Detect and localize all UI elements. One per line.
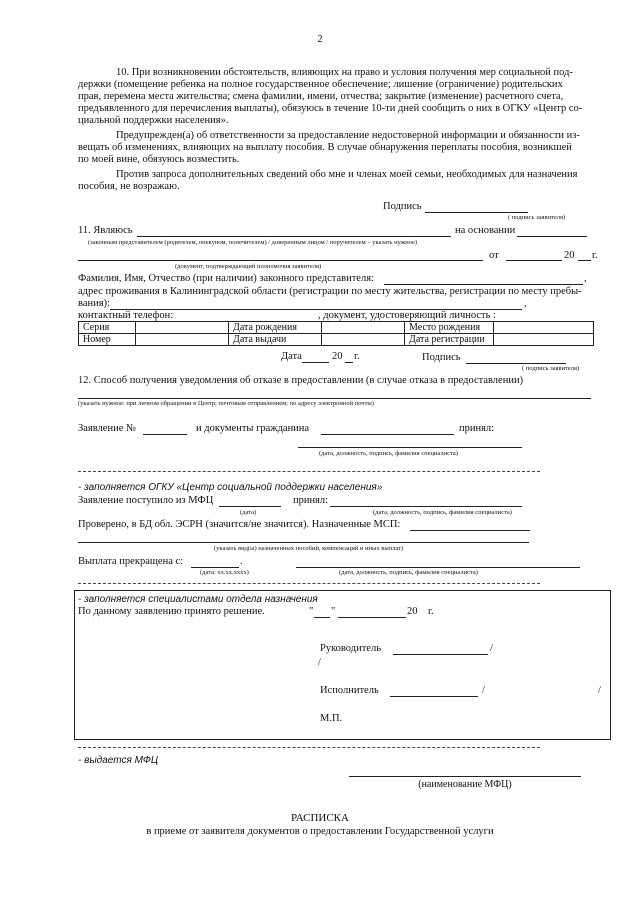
doc-from-label: от [489,250,499,261]
table-row [79,322,594,334]
decision-quote-open: " [309,606,314,617]
representative-field[interactable] [137,236,451,237]
number-field[interactable] [136,334,229,346]
received-accepted-label: принял: [293,495,329,506]
decision-label: По данному заявлению принято решение. [78,606,265,617]
birth-place-label: Место рождения [405,322,494,334]
series-field[interactable] [136,322,229,334]
item11-label: 11. Являюсь [78,225,133,236]
head-slash-2: / [318,657,321,668]
center-section-title: - заполняется ОГКУ «Центр социальной поддержки населения» [78,482,383,493]
specialist-hint: (дата, должность, подпись, фамилия специалиста) [319,450,458,457]
applicant-signature-hint: ( подпись заявителя) [522,365,580,372]
consent-line-1: Против запроса дополнительных сведений обо мне и членах моей семьи, необходимых для назначения [116,169,578,180]
stopped-label: Выплата прекращена с: [78,556,184,567]
number-label: Номер [79,334,136,346]
applicant-signature-line[interactable] [466,363,566,364]
stopped-specialist-field[interactable] [296,567,580,568]
msp-field-2[interactable] [78,542,529,543]
consent-line-2: пособия, не возражаю. [78,181,180,192]
issue-date-label: Дата выдачи [229,334,322,346]
head-signature-field[interactable] [393,654,488,655]
receipt-subtitle: в приеме от заявителя документов о предоставлении Государственной услуги [146,826,494,837]
fio-label: Фамилия, Имя, Отчество (при наличии) законного представителя: [78,273,374,284]
received-specialist-field[interactable] [330,506,522,507]
birth-date-field[interactable] [322,322,405,334]
doc-date-field[interactable] [506,260,562,261]
address-label-line2: вания): [78,298,110,309]
received-date-hint: (дата) [240,509,257,516]
notification-method-field[interactable] [78,398,591,399]
statement-label: Заявление № [78,423,137,434]
para10-line-3: прав, перемена места жительства; смена фамилии, имени, отчества; закрытие (изменение) расчетного счета, [78,91,564,102]
address-tail: , [524,298,527,309]
decision-year-label: 20 [407,606,418,617]
docs-label: и документы гражданина [196,423,310,434]
stopped-date-hint: (дата: xx.xx.xxxx) [200,569,249,576]
mfc-name-hint: (наименование МФЦ) [418,779,512,790]
executor-slash: / [482,685,485,696]
date-year-label: 20 [332,351,343,362]
decision-day-field[interactable] [314,617,330,618]
warning-line-2: вещать об изменениях, влияющих на выплату пособия. В случае обнаружения переплаты пособия, возникшей [78,142,572,153]
received-specialist-hint: (дата, должность, подпись, фамилия специалиста) [373,509,512,516]
stamp-label: М.П. [320,713,343,724]
address-label-line1: адрес проживания в Калининградской области (регистрации по месту жительства, регистрации по месту пребы- [78,286,582,297]
signature-hint: ( подпись заявителя) [508,214,566,221]
registration-date-label: Дата регистрации [405,334,494,346]
cut-line [78,471,540,472]
phone-label: контактный телефон: [78,310,174,321]
basis-label: на основании [455,225,516,236]
decision-year-suffix: г. [428,606,434,617]
stopped-dot: . [240,556,243,567]
para10-line-4: предъявленного для перечисления выплаты), обязуюсь в течение 10-ти дней сообщить о них в ОГКУ «Центр со- [78,103,583,114]
para10-line-2: держки (помещение ребенка на полное государственное обеспечение; лишение (ограничение) родительских [78,79,563,90]
specialist-field[interactable] [298,447,522,448]
executor-slash-2: / [598,685,601,696]
executor-label: Исполнитель [320,685,379,696]
msp-field-1[interactable] [410,530,530,531]
doc-year-label: 20 [564,250,575,261]
citizen-name-field[interactable] [321,434,454,435]
signature-line[interactable] [425,212,528,213]
receipt-title: РАСПИСКА [291,812,349,824]
item12-text: 12. Способ получения уведомления об отказе в предоставлении (в случае отказа в предоставлении) [78,375,524,386]
doc-year-field[interactable] [578,260,591,261]
id-document-label: , документ, удостоверяющий личность : [318,310,496,321]
id-document-table [78,321,594,346]
authority-document-field[interactable] [78,260,483,261]
stopped-date-field[interactable] [191,567,239,568]
birth-date-label: Дата рождения [229,322,322,334]
received-label: Заявление поступило из МФЦ [78,495,214,506]
warning-line-1: Предупрежден(а) об ответственности за предоставление недостоверной информации и обязанности из- [116,130,580,141]
head-slash: / [490,643,493,654]
doc-year-suffix: г. [592,250,598,261]
para10-line-5: циальной поддержки населения». [78,115,229,126]
warning-line-3: по моей вине, обязуюсь возместить. [78,154,240,165]
decision-month-field[interactable] [338,617,406,618]
registration-date-field[interactable] [494,334,594,346]
authority-document-hint: (документ, подтверждающий полномочия заявителя) [175,263,322,270]
notification-method-hint: (указать нужное: при личном обращении в Центр; почтовым отправлением; по адресу электронной почты) [78,400,374,407]
statement-number-field[interactable] [143,434,187,435]
date-label: Дата [281,351,302,362]
head-label: Руководитель [320,643,381,654]
msp-hint: (указать вид(ы) назначенных пособий, компенсаций и иных выплат) [214,545,404,552]
representative-hint: (законным представителем (родителем, опекуном, попечителем) / доверенным лицом / поручителем – указать нужное) [88,239,418,246]
received-date-field[interactable] [219,506,281,507]
date-field[interactable] [302,362,329,363]
applicant-signature-label: Подпись [422,352,461,363]
para10-line-1: 10. При возникновении обстоятельств, влияющих на право и условия получения мер социальной под- [116,67,573,78]
mfc-name-field[interactable] [349,776,581,777]
fio-tail: , [584,273,587,284]
series-label: Серия [79,322,136,334]
accepted-label: принял: [459,423,495,434]
fio-field[interactable] [384,284,583,285]
cut-line [78,747,540,748]
date-year-suffix: г. [354,351,360,362]
stopped-specialist-hint: (дата, должность, подпись, фамилия специалиста) [339,569,478,576]
page-number: 2 [317,34,323,45]
mfc-section-title: - выдается МФЦ [78,755,159,766]
signature-label: Подпись [383,201,422,212]
basis-field[interactable] [517,236,587,237]
checked-label: Проверено, в БД обл. ЭСРН (значится/не значится). Назначенные МСП: [78,519,401,530]
issue-date-field[interactable] [322,334,405,346]
decision-quote-close: " [331,606,336,617]
date-year-field[interactable] [345,362,353,363]
appointment-title: - заполняется специалистами отдела назначения [78,594,318,605]
birth-place-field[interactable] [494,322,594,334]
cut-line [78,583,540,584]
table-row [79,334,594,346]
executor-signature-field[interactable] [390,696,478,697]
